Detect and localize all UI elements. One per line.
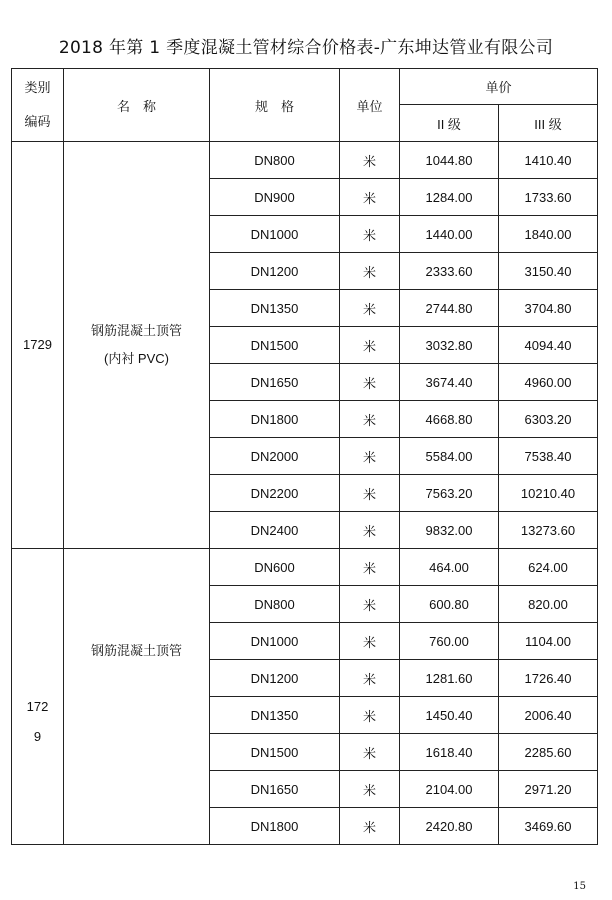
table-row [12,549,598,586]
unit-cell: 米 [340,808,400,845]
grade3-price-cell: 624.00 [499,549,598,586]
grade3-price-cell: 820.00 [499,586,598,623]
category-code-cell [12,549,64,845]
grade3-price-cell: 4094.40 [499,327,598,364]
unit-cell: 米 [340,586,400,623]
grade3-price-cell: 2285.60 [499,734,598,771]
unit-cell: 米 [340,734,400,771]
grade2-price-cell: 1284.00 [400,179,499,216]
spec-cell: DN1200 [210,253,340,290]
grade3-price-cell: 3704.80 [499,290,598,327]
grade3-price-cell: 2006.40 [499,697,598,734]
spec-cell: DN1650 [210,771,340,808]
spec-cell: DN1500 [210,327,340,364]
unit-cell: 米 [340,290,400,327]
grade2-price-cell: 2333.60 [400,253,499,290]
header-category-code [12,69,64,142]
grade2-price-cell: 1044.80 [400,142,499,179]
grade2-price-cell: 600.80 [400,586,499,623]
grade2-price-cell: 3032.80 [400,327,499,364]
spec-cell: DN1650 [210,364,340,401]
grade3-price-cell: 1840.00 [499,216,598,253]
category-code: 1729 [23,337,52,352]
product-name-line: 钢筋混凝土顶管 [90,323,182,338]
spec-cell: DN1800 [210,808,340,845]
grade3-price-cell: 4960.00 [499,364,598,401]
unit-cell: 米 [340,697,400,734]
spec-cell: DN1350 [210,290,340,327]
spec-cell: DN1500 [210,734,340,771]
grade2-price-cell: 1618.40 [400,734,499,771]
unit-cell: 米 [340,438,400,475]
spec-cell: DN1200 [210,660,340,697]
header-unit: 单位 [340,69,400,142]
price-table [11,68,598,845]
page-title: 2018 年第 1 季度混凝土管材综合价格表-广东坤达管业有限公司 [58,38,554,58]
grade2-price-cell: 2744.80 [400,290,499,327]
grade2-price-cell: 7563.20 [400,475,499,512]
spec-cell: DN1800 [210,401,340,438]
category-code-line: 9 [33,728,42,744]
grade3-price-cell: 2971.20 [499,771,598,808]
table-header [12,69,598,142]
header-category-label: 类别 [24,80,51,95]
grade3-price-cell: 6303.20 [499,401,598,438]
unit-cell: 米 [340,216,400,253]
grade3-price-cell: 7538.40 [499,438,598,475]
grade2-price-cell: 2420.80 [400,808,499,845]
grade2-price-cell: 9832.00 [400,512,499,549]
grade2-price-cell: 464.00 [400,549,499,586]
unit-cell: 米 [340,475,400,512]
category-code-line: 172 [26,698,49,714]
header-grade-3: III 级 [499,105,598,142]
product-name-cell [64,142,210,549]
grade3-price-cell: 3150.40 [499,253,598,290]
unit-cell: 米 [340,142,400,179]
unit-cell: 米 [340,512,400,549]
spec-cell: DN1350 [210,697,340,734]
spec-cell: DN800 [210,586,340,623]
spec-cell: DN800 [210,142,340,179]
unit-cell: 米 [340,623,400,660]
grade2-price-cell: 3674.40 [400,364,499,401]
unit-cell: 米 [340,327,400,364]
header-grade-2: II 级 [400,105,499,142]
grade2-price-cell: 4668.80 [400,401,499,438]
unit-cell: 米 [340,253,400,290]
spec-cell: DN1000 [210,216,340,253]
header-spec: 规 格 [210,69,340,142]
grade3-price-cell: 3469.60 [499,808,598,845]
grade2-price-cell: 1440.00 [400,216,499,253]
table-body [12,142,598,845]
spec-cell: DN2200 [210,475,340,512]
grade2-price-cell: 1281.60 [400,660,499,697]
header-name: 名 称 [64,69,210,142]
unit-cell: 米 [340,549,400,586]
grade2-price-cell: 2104.00 [400,771,499,808]
grade3-price-cell: 13273.60 [499,512,598,549]
grade2-price-cell: 1450.40 [400,697,499,734]
header-unit-price: 单价 [400,69,598,105]
grade2-price-cell: 760.00 [400,623,499,660]
grade3-price-cell: 1733.60 [499,179,598,216]
unit-cell: 米 [340,364,400,401]
spec-cell: DN900 [210,179,340,216]
grade2-price-cell: 5584.00 [400,438,499,475]
spec-cell: DN600 [210,549,340,586]
page-number: 15 [573,881,586,892]
product-name-cell [64,549,210,845]
product-name-line: 钢筋混凝土顶管 [90,643,182,658]
grade3-price-cell: 10210.40 [499,475,598,512]
product-name-line: (内衬 PVC) [103,351,169,366]
unit-cell: 米 [340,660,400,697]
unit-cell: 米 [340,771,400,808]
category-code-cell [12,142,64,549]
spec-cell: DN1000 [210,623,340,660]
header-code-label: 编码 [24,114,51,129]
unit-cell: 米 [340,401,400,438]
grade3-price-cell: 1104.00 [499,623,598,660]
unit-cell: 米 [340,179,400,216]
spec-cell: DN2000 [210,438,340,475]
table-row [12,142,598,179]
grade3-price-cell: 1410.40 [499,142,598,179]
spec-cell: DN2400 [210,512,340,549]
grade3-price-cell: 1726.40 [499,660,598,697]
